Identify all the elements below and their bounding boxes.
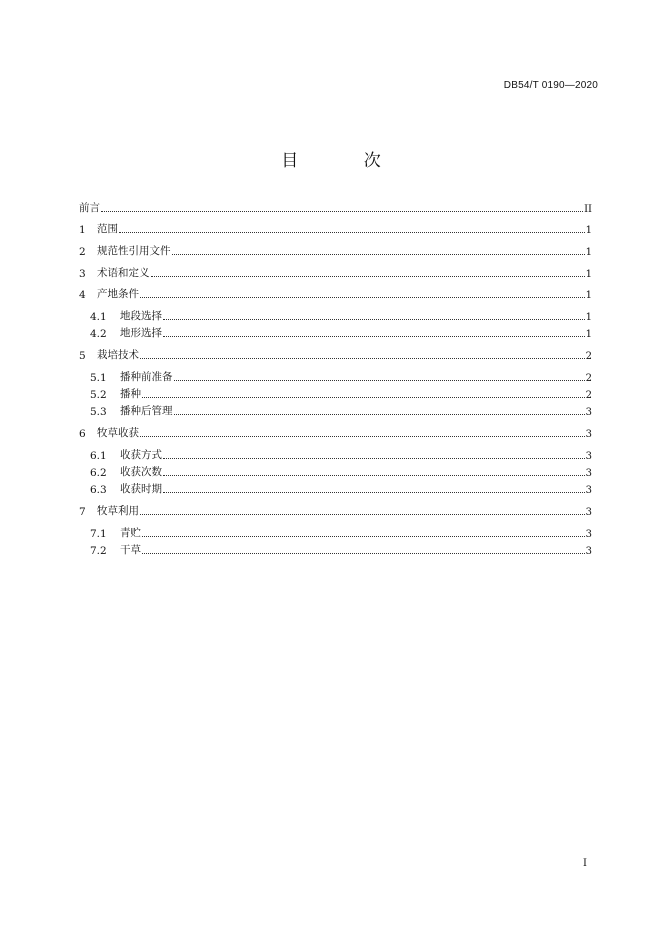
toc-entry-label: 规范性引用文件 xyxy=(97,245,171,257)
toc-dot-leader xyxy=(163,474,585,476)
toc-entry-label: 播种后管理 xyxy=(120,405,173,417)
toc-entry-page: 3 xyxy=(585,485,592,496)
toc-entry-label: 青贮 xyxy=(120,527,141,539)
toc-entry-page: 3 xyxy=(585,429,592,440)
toc-dot-leader xyxy=(163,335,585,337)
toc-entry-number: 5.3 xyxy=(90,406,107,418)
toc-dot-leader xyxy=(142,552,585,554)
toc-entry-label: 收获次数 xyxy=(120,466,162,478)
toc-entry-number: 7.2 xyxy=(90,545,107,557)
toc-entry-label: 前言 xyxy=(79,202,100,214)
toc-entry-page: 1 xyxy=(585,269,592,280)
toc-entry[interactable] xyxy=(79,243,592,258)
toc-entry-label: 牧草利用 xyxy=(97,505,139,517)
toc-entry-page: 2 xyxy=(585,351,592,362)
toc-entry-number: 6.3 xyxy=(90,484,107,496)
toc-entry[interactable] xyxy=(90,481,592,496)
toc-dot-leader xyxy=(101,210,583,212)
toc-dot-leader xyxy=(140,435,585,437)
toc-entry-page: 3 xyxy=(585,468,592,479)
toc-dot-leader xyxy=(140,513,585,515)
toc-entry-number: 2 xyxy=(79,246,86,258)
toc-dot-leader xyxy=(142,396,585,398)
toc-entry-label: 干草 xyxy=(120,544,141,556)
toc-entry-number: 5 xyxy=(79,350,86,362)
toc-dot-leader xyxy=(142,535,585,537)
toc-entry-page: 1 xyxy=(585,247,592,258)
toc-entry-page: 1 xyxy=(585,225,592,236)
toc-entry-number: 4 xyxy=(79,289,86,301)
toc-entry-page: 2 xyxy=(585,390,592,401)
toc-entry-page: 1 xyxy=(585,290,592,301)
toc-entry[interactable] xyxy=(79,347,592,362)
toc-entry[interactable] xyxy=(90,447,592,462)
toc-entry[interactable] xyxy=(79,425,592,440)
toc-entry-number: 7.1 xyxy=(90,528,107,540)
toc-entry-page: 3 xyxy=(585,529,592,540)
toc-entry-number: 6 xyxy=(79,428,86,440)
toc-entry[interactable] xyxy=(79,286,592,301)
toc-dot-leader xyxy=(174,379,585,381)
toc-entry[interactable] xyxy=(90,325,592,340)
toc-entry-label: 牧草收获 xyxy=(97,427,139,439)
toc-dot-leader xyxy=(172,253,585,255)
toc-dot-leader xyxy=(140,296,585,298)
toc-entry-label: 收获方式 xyxy=(120,449,162,461)
toc-dot-leader xyxy=(174,413,585,415)
toc-entry-label: 播种 xyxy=(120,388,141,400)
toc-entry-label: 术语和定义 xyxy=(97,267,150,279)
toc-entry-label: 地形选择 xyxy=(120,327,162,339)
toc-entry-page: 3 xyxy=(585,507,592,518)
page-number: I xyxy=(583,858,587,869)
toc-entry-number: 1 xyxy=(79,224,86,236)
toc-entry[interactable] xyxy=(90,525,592,540)
toc-entry-number: 6.1 xyxy=(90,450,107,462)
toc-entry[interactable] xyxy=(79,503,592,518)
toc-entry-page: 2 xyxy=(585,373,592,384)
toc-entry-page: 3 xyxy=(585,451,592,462)
toc-entry-number: 5.2 xyxy=(90,389,107,401)
toc-entry-label: 产地条件 xyxy=(97,288,139,300)
toc-entry-page: II xyxy=(584,204,592,215)
toc-entry-page: 3 xyxy=(585,546,592,557)
toc-dot-leader xyxy=(163,491,585,493)
toc-entry[interactable] xyxy=(79,265,592,280)
toc-entry-number: 4.2 xyxy=(90,328,107,340)
toc-entry[interactable] xyxy=(79,221,592,236)
toc-entry-number: 6.2 xyxy=(90,467,107,479)
toc-dot-leader xyxy=(140,357,585,359)
toc-entry-number: 3 xyxy=(79,268,86,280)
toc-dot-leader xyxy=(163,318,585,320)
toc-entry-label: 栽培技术 xyxy=(97,349,139,361)
toc-entry-page: 1 xyxy=(585,329,592,340)
toc-entry[interactable] xyxy=(90,464,592,479)
toc-entry-page: 1 xyxy=(585,312,592,323)
toc-entry-number: 7 xyxy=(79,506,86,518)
toc-dot-leader xyxy=(151,275,585,277)
standard-code: DB54/T 0190—2020 xyxy=(503,80,598,91)
toc-entry[interactable] xyxy=(90,308,592,323)
toc-entry-label: 收获时期 xyxy=(120,483,162,495)
toc-entry[interactable] xyxy=(90,542,592,557)
toc-entry-label: 地段选择 xyxy=(120,310,162,322)
toc-entry[interactable] xyxy=(90,386,592,401)
toc-entry-number: 4.1 xyxy=(90,311,107,323)
toc-entry-label: 范围 xyxy=(97,223,118,235)
toc-entry[interactable] xyxy=(90,369,592,384)
page-title: 目 次 xyxy=(281,151,411,171)
toc-entry[interactable] xyxy=(79,200,592,215)
toc-dot-leader xyxy=(163,457,585,459)
toc-entry[interactable] xyxy=(90,403,592,418)
toc-entry-number: 5.1 xyxy=(90,372,107,384)
toc-dot-leader xyxy=(119,231,585,233)
toc-entry-label: 播种前准备 xyxy=(120,371,173,383)
toc-entry-page: 3 xyxy=(585,407,592,418)
